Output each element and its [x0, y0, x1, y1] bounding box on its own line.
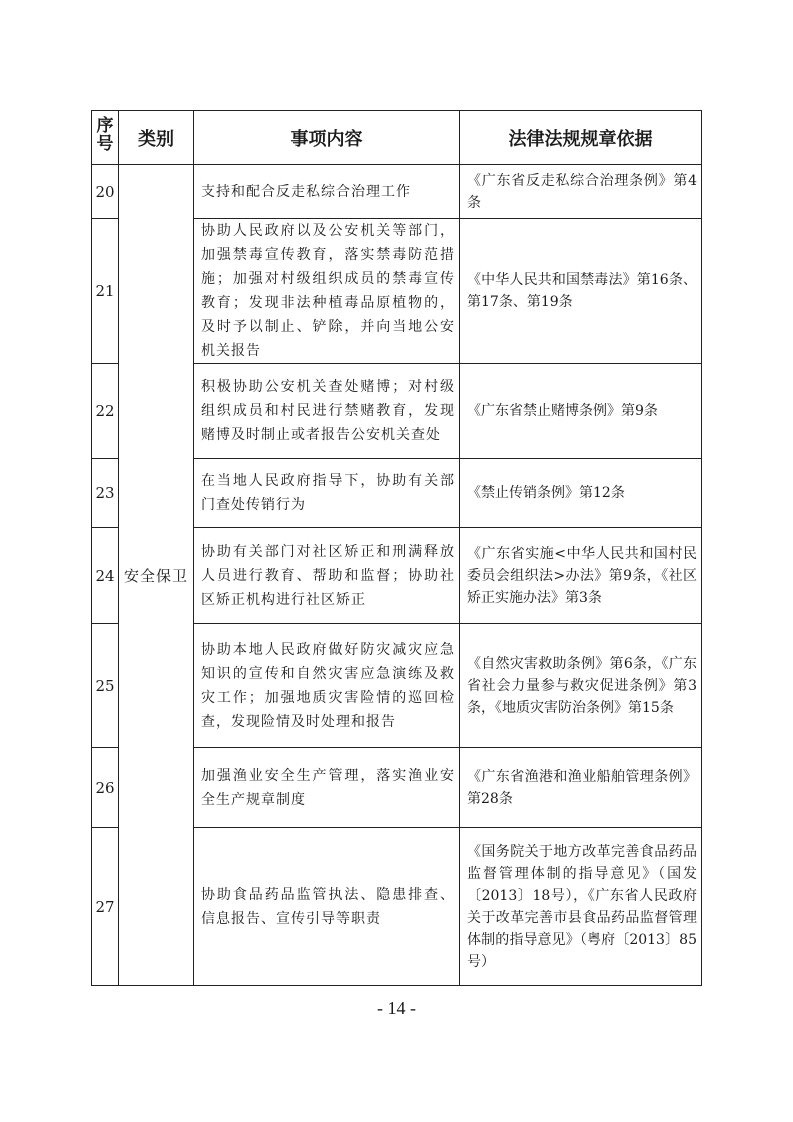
row-content: 协助有关部门对社区矫正和刑满释放人员进行教育、帮助和监督；协助社区矫正机构进行社区矫正 — [194, 528, 460, 624]
header-index: 序号 — [92, 111, 119, 165]
header-category: 类别 — [119, 111, 194, 165]
table-header-row — [92, 111, 702, 165]
table-row — [92, 165, 702, 219]
row-number: 26 — [92, 748, 119, 828]
row-basis: 《国务院关于地方改革完善食品药品监督管理体制的指导意见》（国发〔2013〕18号），《广东省人民政府关于改革完善市县食品药品监督管理体制的指导意见》（粤府〔2013〕85号） — [460, 828, 702, 986]
row-content: 积极协助公安机关查处赌博；对村级组织成员和村民进行禁赌教育，发现赌博及时制止或者报告公安机关查处 — [194, 364, 460, 459]
page-number: - 14 - — [377, 998, 416, 1018]
row-basis: 《广东省实施<中华人民共和国村民委员会组织法>办法》第9条，《社区矫正实施办法》第3条 — [460, 528, 702, 624]
row-basis: 《自然灾害救助条例》第6条，《广东省社会力量参与救灾促进条例》第3条，《地质灾害防治条例》第15条 — [460, 624, 702, 748]
row-content: 协助人民政府以及公安机关等部门，加强禁毒宣传教育，落实禁毒防范措施；加强对村级组织成员的禁毒宣传教育；发现非法种植毒品原植物的，及时予以制止、铲除，并向当地公安机关报告 — [194, 219, 460, 364]
header-basis: 法律法规规章依据 — [460, 111, 702, 165]
row-number: 22 — [92, 364, 119, 459]
row-basis: 《广东省禁止赌博条例》第9条 — [460, 364, 702, 459]
row-number: 21 — [92, 219, 119, 364]
row-number: 27 — [92, 828, 119, 986]
row-basis: 《广东省反走私综合治理条例》第4条 — [460, 165, 702, 219]
row-basis: 《广东省渔港和渔业船舶管理条例》第28条 — [460, 748, 702, 828]
row-number: 23 — [92, 459, 119, 528]
row-number: 24 — [92, 528, 119, 624]
regulation-table — [91, 110, 702, 986]
row-number: 20 — [92, 165, 119, 219]
category-cell: 安全保卫 — [119, 165, 194, 986]
row-content: 加强渔业安全生产管理，落实渔业安全生产规章制度 — [194, 748, 460, 828]
row-number: 25 — [92, 624, 119, 748]
row-basis: 《中华人民共和国禁毒法》第16条、第17条、第19条 — [460, 219, 702, 364]
row-content: 协助本地人民政府做好防灾减灾应急知识的宣传和自然灾害应急演练及救灾工作；加强地质灾害险情的巡回检查，发现险情及时处理和报告 — [194, 624, 460, 748]
row-content: 在当地人民政府指导下，协助有关部门查处传销行为 — [194, 459, 460, 528]
header-content: 事项内容 — [194, 111, 460, 165]
row-basis: 《禁止传销条例》第12条 — [460, 459, 702, 528]
row-content: 支持和配合反走私综合治理工作 — [194, 165, 460, 219]
row-content: 协助食品药品监管执法、隐患排查、信息报告、宣传引导等职责 — [194, 828, 460, 986]
